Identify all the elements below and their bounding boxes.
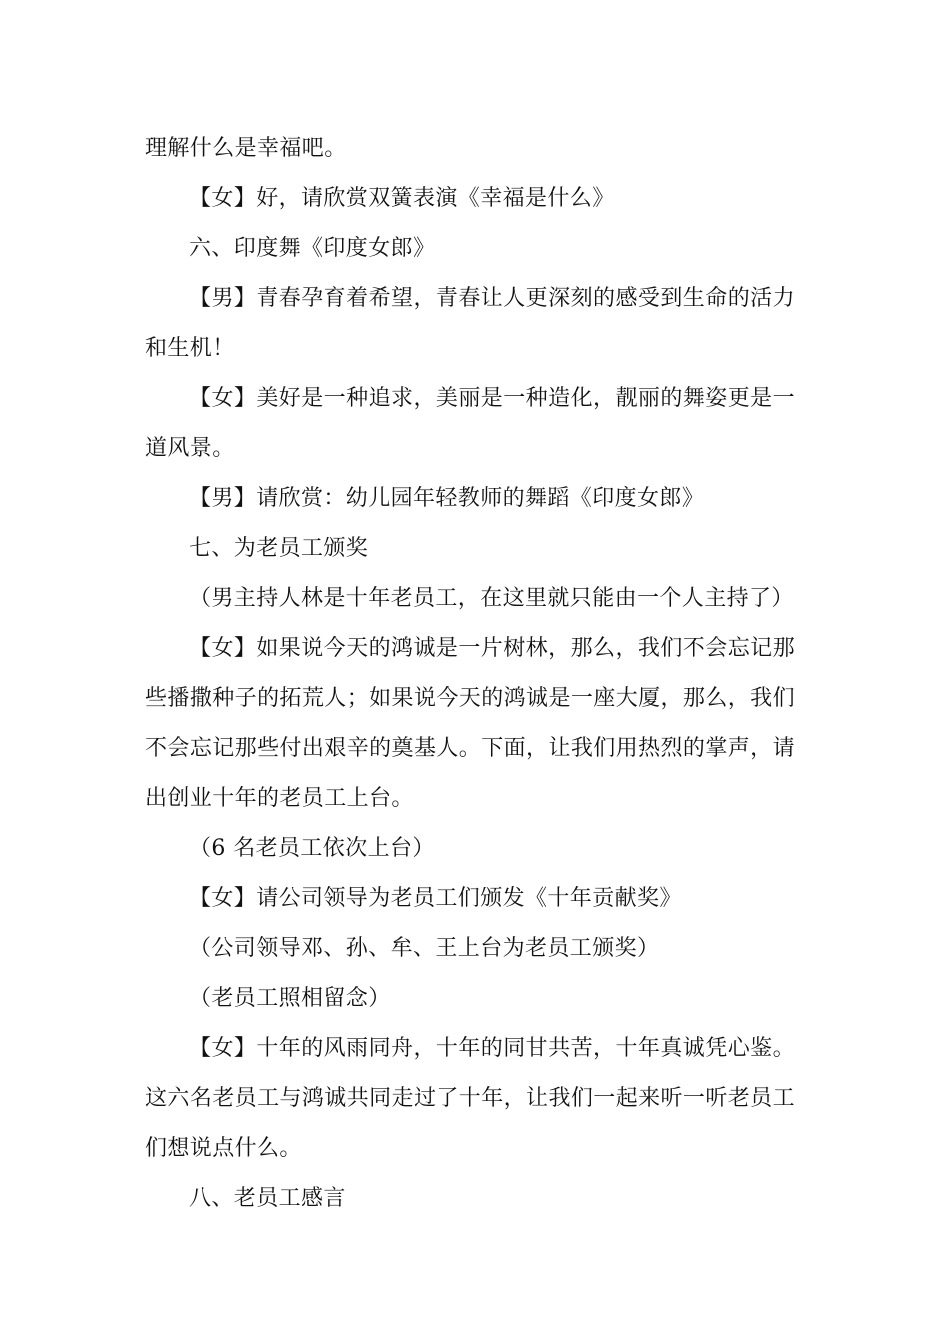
stage-direction: （老员工照相留念） <box>189 986 391 1011</box>
paragraph-female-host-line: 【女】美好是一种追求，美丽是一种造化，靓丽的舞姿更是一道风景。 <box>145 386 795 461</box>
section-heading-7: 七、为老员工颁奖 <box>189 536 369 561</box>
paragraph-female-host-line: 【女】如果说今天的鸿诚是一片树林，那么，我们不会忘记那些播撒种子的拓荒人；如果说今天的鸿诚是一座大厦，那么，我们不会忘记那些付出艰辛的奠基人。下面，让我们用热烈的掌声，请出创业十年的老员工上台。 <box>145 636 795 811</box>
paragraph-male-host-line: 【男】请欣赏：幼儿园年轻教师的舞蹈《印度女郎》 <box>189 486 705 511</box>
paragraph-female-host-line: 【女】好，请欣赏双簧表演《幸福是什么》 <box>189 186 615 211</box>
paragraph-female-host-line: 【女】十年的风雨同舟，十年的同甘共苦，十年真诚凭心鉴。这六名老员工与鸿诚共同走过了十年，让我们一起来听一听老员工们想说点什么。 <box>145 1036 795 1161</box>
section-heading-8: 八、老员工感言 <box>189 1186 346 1211</box>
section-heading-6: 六、印度舞《印度女郎》 <box>189 236 436 261</box>
stage-direction: （6 名老员工依次上台） <box>189 836 435 861</box>
paragraph-male-host-line: 【男】青春孕育着希望，青春让人更深刻的感受到生命的活力和生机！ <box>145 286 795 361</box>
stage-direction: （公司领导邓、孙、牟、王上台为老员工颁奖） <box>189 936 660 961</box>
document-body <box>145 124 795 1224</box>
paragraph-continuation: 理解什么是幸福吧。 <box>145 136 347 161</box>
stage-direction: （男主持人林是十年老员工，在这里就只能由一个人主持了） <box>189 586 794 611</box>
paragraph-female-host-line: 【女】请公司领导为老员工们颁发《十年贡献奖》 <box>189 886 682 911</box>
